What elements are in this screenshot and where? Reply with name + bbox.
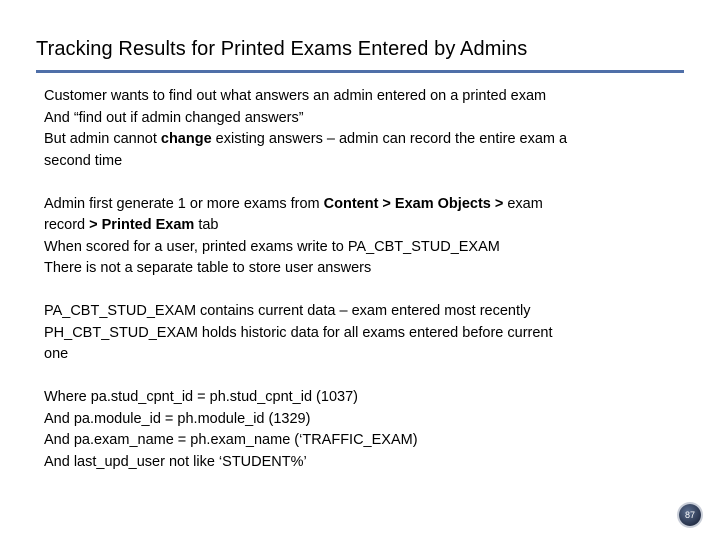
text-line [44, 301, 654, 323]
text-run: And “find out if admin changed answers” [44, 109, 304, 126]
text-run: Where pa.stud_cpnt_id = ph.stud_cpnt_id (1037) [44, 389, 358, 405]
paragraph [44, 387, 654, 473]
text-line [44, 151, 654, 173]
text-line [44, 430, 654, 452]
text-run: And pa.exam_name = ph.exam_name (‘TRAFFIC_EXAM) [44, 432, 418, 448]
text-run: There is not a separate table to store user answers [44, 260, 372, 276]
text-line [44, 452, 654, 474]
slide-body [44, 86, 654, 495]
text-run: Admin first generate 1 or more exams from [44, 195, 324, 212]
text-run: exam [503, 195, 543, 212]
text-line [44, 387, 654, 409]
text-run: And pa.module_id = ph.module_id (1329) [44, 410, 311, 427]
text-run: existing answers – admin can record the entire exam a [211, 131, 568, 147]
text-run: record [44, 217, 90, 233]
text-line [44, 258, 654, 280]
text-run: PH_CBT_STUD_EXAM holds historic data for all exams entered before current [44, 324, 553, 341]
text-run: tab [194, 217, 219, 233]
text-line [44, 129, 654, 151]
paragraph [44, 86, 654, 172]
bold-text: > Printed Exam [89, 217, 195, 233]
text-line [44, 323, 654, 345]
text-run: But admin cannot [44, 131, 161, 147]
text-line [44, 108, 654, 130]
text-run: one [44, 346, 69, 362]
paragraph [44, 194, 654, 280]
bold-text: change [160, 131, 212, 147]
text-line [44, 344, 654, 366]
text-line [44, 215, 654, 237]
slide-title: Tracking Results for Printed Exams Entered by Admins [36, 38, 528, 60]
text-run: second time [44, 152, 123, 169]
text-run: Customer wants to find out what answers an admin entered on a printed exam [44, 88, 547, 104]
text-run: PA_CBT_STUD_EXAM contains current data – exam entered most recently [44, 303, 531, 319]
text-line [44, 409, 654, 431]
paragraph [44, 301, 654, 366]
bold-text: Content > Exam Objects > [323, 195, 504, 212]
text-run: When scored for a user, printed exams write to PA_CBT_STUD_EXAM [44, 238, 500, 255]
text-line [44, 194, 654, 216]
text-line [44, 86, 654, 108]
title-underline [36, 70, 684, 73]
text-line [44, 237, 654, 259]
text-run: And last_upd_user not like ‘STUDENT%’ [44, 453, 307, 470]
page-number-badge: 87 [679, 504, 701, 526]
